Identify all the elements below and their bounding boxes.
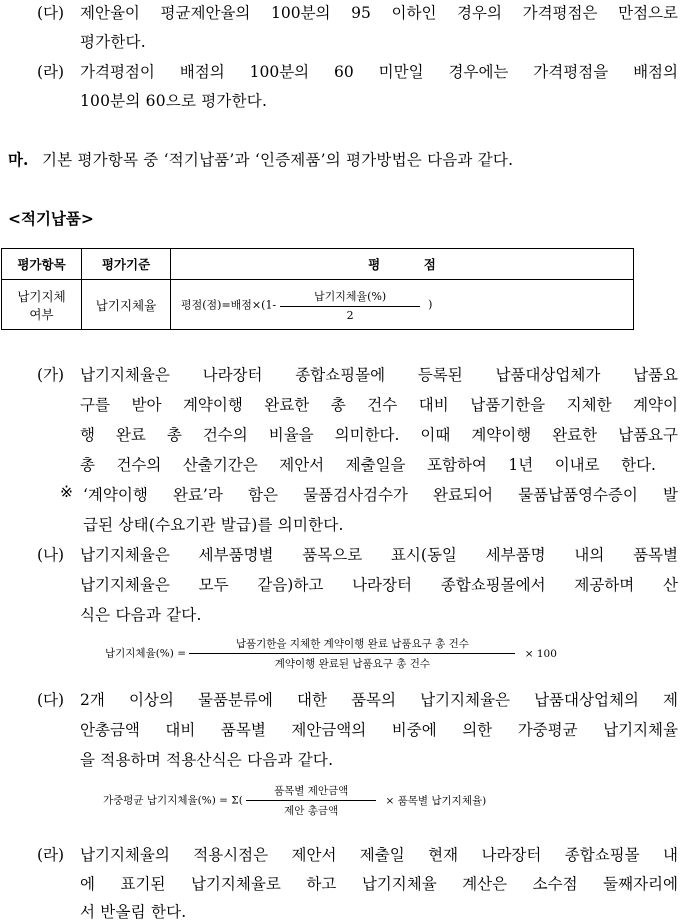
section-ma-text: 기본 평가항목 중 ‘적기납품’과 ‘인증제품’의 평가방법은 다음과 같다. [42,151,514,169]
item-da-line-2: 평가한다. [80,33,146,51]
formula-delay-rate [105,636,557,671]
item-marker-da2: (다) [37,691,65,709]
item-ra2-line-2: 에 표기된 납기지체율로 하고 납기지체율 계산은 소수점 둘째자리에 [80,875,678,893]
item-ga-line-3: 행 완료 총 건수의 비율을 의미한다. 이때 계약이행 완료한 납품요구 [80,426,678,444]
table-row [2,280,634,330]
item-ra2-line-3: 서 반올림 한다. [80,903,187,921]
subheading-timely-delivery: <적기납품> [8,209,94,228]
item-marker-ga: (가) [37,366,65,384]
header-score: 평 점 [171,249,634,280]
formula-da-rhs: × 품목별 납기지체율) [385,794,487,807]
table-header-row [2,249,634,280]
header-eval-criterion: 평가기준 [82,249,171,280]
formula-da-numerator: 품목별 제안금액 [246,783,376,801]
formula-da-fraction [246,783,376,818]
note-marker: ※ [60,483,73,501]
formula-na-lhs: 납기지체율(%) = [105,647,187,660]
item-marker-na: (나) [37,546,65,564]
formula-da-denominator: 제안 총금액 [284,805,339,817]
item-ra-line-2: 100분의 60으로 평가한다. [80,92,268,110]
cell-item-line-2: 여부 [29,306,54,322]
score-formula-suffix: ) [428,298,433,311]
item-na-line-1: 납기지체율은 세부품명별 품목으로 표시(동일 세부품명 내의 품목별 [80,546,678,564]
score-formula-prefix: 평점(점)=배점×(1- [181,298,277,311]
item-da2-line-1: 2개 이상의 물품분류에 대한 품목의 납기지체율은 납품대상업체의 제 [80,691,678,709]
criteria-table [1,248,634,330]
item-marker-da: (다) [37,4,65,22]
formula-na-fraction [189,636,515,671]
item-marker-ra2: (라) [37,846,65,864]
formula-weighted-delay-rate [103,783,486,818]
cell-criterion: 납기지체율 [82,280,171,330]
item-na-line-3: 식은 다음과 같다. [80,606,202,624]
item-ga-line-2: 구를 받아 계약이행 완료한 총 건수 대비 납품기한을 지체한 계약이 [80,396,678,414]
cell-score-formula [171,280,634,330]
formula-na-multiplier: × 100 [524,647,557,660]
cell-item [2,280,82,330]
item-da2-line-3: 을 적용하며 적용산식은 다음과 같다. [80,751,334,769]
score-formula-fraction [280,288,420,322]
item-marker-ra: (라) [37,63,65,81]
note-line-1: ‘계약이행 완료’라 함은 물품검사검수가 완료되어 물품납품영수증이 발 [83,486,678,504]
formula-na-denominator: 계약이행 완료된 납품요구 총 건수 [274,658,431,670]
item-na-line-2: 납기지체율은 모두 같음)하고 나라장터 종합쇼핑몰에서 제공하며 산 [80,576,678,594]
header-eval-item: 평가항목 [2,249,82,280]
item-ga-line-1: 납기지체율은 나라장터 종합쇼핑몰에 등록된 납품대상업체가 납품요 [80,366,678,384]
item-da-line-1: 제안율이 평균제안율의 100분의 95 이하인 경우의 가격평점은 만점으로 [80,4,678,22]
note-line-2: 급된 상태(수요기관 발급)를 의미한다. [83,516,344,534]
item-ga-line-4: 총 건수의 산출기간은 제안서 제출일을 포함하여 1년 이내로 한다. [80,456,656,474]
item-ra2-line-1: 납기지체율의 적용시점은 제안서 제출일 현재 나라장터 종합쇼핑몰 내 [80,846,678,864]
score-formula-numerator: 납기지체율(%) [280,288,420,307]
item-da2-line-2: 안총금액 대비 품목별 제안금액의 비중에 의한 가중평균 납기지체율 [80,721,678,739]
formula-na-numerator: 납품기한을 지체한 계약이행 완료 납품요구 총 건수 [189,636,515,654]
cell-item-line-1: 납기지체 [17,288,66,304]
score-formula-denominator: 2 [346,308,354,322]
item-ra-line-1: 가격평점이 배점의 100분의 60 미만일 경우에는 가격평점을 배점의 [80,63,678,81]
section-ma-label: 마. [8,150,29,169]
formula-da-lhs: 가중평균 납기지체율(%) = Σ( [103,794,243,807]
